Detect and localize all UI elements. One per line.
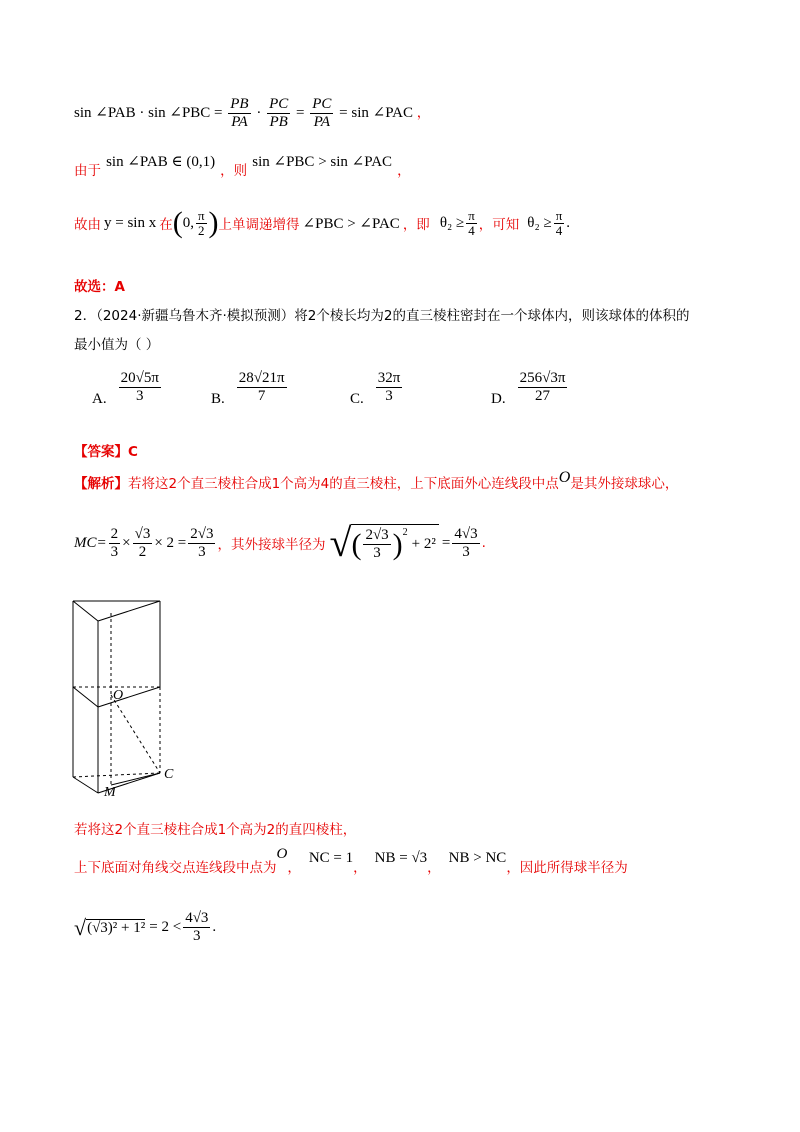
fraction-pc-pa: $\frac{PC}{PA}$ [312,96,332,130]
fraction-pc-pb: $\frac{PC}{PB}$ [269,96,289,130]
equation-lhs: sin ∠PAB · sin ∠PBC = [74,104,223,121]
equation-line-2: $_{由于}$ sin ∠PAB ∈ (0,1) $_{,则}$ sin ∠PBC > sin ∠PAC $_,$ [74,154,411,179]
mc-equation-line: MC= $\frac{2}{3}$ × $\frac{√3}{2}$ × 2 = $\frac{2√3}{3}$ ，其外接球半径为 √ ( $\frac{2√3}{3}$ ) $^2$ + 2² = $\frac{4√3}{3}$ . [74,520,486,565]
label-o: O [113,688,124,703]
radius-sqrt-expression: √ ( $\frac{2√3}{3}$ ) $^2$ + 2² = $\frac{4√3}{3}$ . [329,520,486,565]
label-m: M [104,785,116,800]
option-b[interactable]: B. $\frac{28√21\pi}{7}$ [211,370,285,407]
equation-line-3: 故由 y = sin x 在 ( 0, $\frac{\pi}{2}$ ) 上单调递增得 ∠PBC > ∠PAC ，即 θ₂ ≥ $\frac{\pi}{4}$ ，可知 θ₂ ≥ $\frac{\pi}{4}$ . [74,206,571,239]
fraction-pb-pa: $\frac{PB}{PA}$ [230,96,249,130]
analysis-line: 【解析】若将这2个直三棱柱合成1个高为4的直三棱柱，上下底面外心连线段中点O是其外接球球心， [74,469,679,492]
label-c: C [164,767,174,782]
equation-line-1: sin ∠PAB · sin ∠PBC = $\frac{PB}{PA}$ · $\frac{PC}{PB}$ = $\frac{PC}{PA}$ = sin ∠PAC ， [74,96,431,130]
interval-0-pi-half: ( 0, $\frac{\pi}{2}$ ) [172,206,219,239]
final-equation-line: √ (√3)² + 1² = 2 < $\frac{4√3}{3}$ . [74,910,217,944]
answer-line: 【答案】C [74,444,138,460]
case2-line-1: 若将这2个直三棱柱合成1个高为2的直四棱柱， [74,822,357,838]
answer-select: 故选：A [74,279,125,295]
question-text-line-1: 2．（2024·新疆乌鲁木齐·模拟预测）将2个棱长均为2的直三棱柱密封在一个球体内，则该球体的体积的 [74,308,690,324]
option-a[interactable]: A. $\frac{20√5\pi}{3}$ [92,370,159,407]
case2-line-2: 上下底面对角线交点连线段中点为 O ， NC = 1 ， NB = √3 ， NB > NC ，因此所得球半径为 [74,845,628,876]
prism-figure [60,595,190,805]
option-d[interactable]: D. $\frac{256√3\pi}{27}$ [491,370,566,407]
question-text-line-2: 最小值为（ ） [74,337,160,353]
option-c[interactable]: C. $\frac{32\pi}{3}$ [350,370,401,407]
